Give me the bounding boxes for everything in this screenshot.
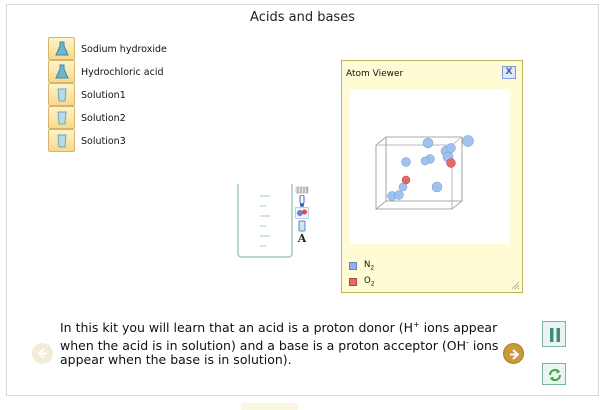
chemical-item-solution1[interactable] bbox=[48, 83, 75, 106]
legend-symbol: O bbox=[364, 276, 371, 286]
previous-button[interactable] bbox=[32, 343, 53, 364]
legend-symbol: N bbox=[364, 260, 371, 270]
chemical-item-solution3[interactable] bbox=[48, 129, 75, 152]
chemical-item-solution2[interactable] bbox=[48, 106, 75, 129]
next-button[interactable] bbox=[503, 343, 524, 364]
instruction-text: In this kit you will learn that an acid is a proton donor (H+ ions appear when the acid is in solution) and a base is a proton acceptor (OH- ions appear when the base is in solution). bbox=[60, 320, 499, 368]
atom-viewer-canvas[interactable] bbox=[350, 89, 510, 244]
flask-icon bbox=[55, 41, 69, 57]
molecule-icon[interactable] bbox=[295, 207, 309, 219]
resize-grip-icon[interactable] bbox=[510, 280, 520, 290]
arrow-left-icon bbox=[32, 343, 53, 364]
thermometer-icon[interactable] bbox=[295, 195, 309, 207]
atom-viewer-title: Atom Viewer bbox=[346, 69, 404, 79]
beaker-icon bbox=[55, 133, 69, 149]
chemical-label: Hydrochloric acid bbox=[81, 67, 164, 78]
chemical-label: Solution1 bbox=[81, 90, 126, 101]
reset-icon bbox=[543, 364, 567, 386]
legend-item-oxygen bbox=[349, 276, 375, 288]
legend-swatch bbox=[349, 262, 357, 270]
atom-viewer-panel[interactable] bbox=[341, 60, 523, 293]
chemical-item-sodium-hydroxide[interactable] bbox=[48, 37, 75, 60]
cylinder-icon[interactable] bbox=[295, 220, 309, 232]
legend-swatch bbox=[349, 278, 357, 286]
beaker-icon bbox=[55, 110, 69, 126]
close-button[interactable]: X bbox=[502, 66, 516, 79]
pause-icon bbox=[543, 322, 567, 348]
pause-button[interactable] bbox=[542, 321, 566, 347]
legend-item-nitrogen bbox=[349, 260, 374, 272]
legend-subscript: 2 bbox=[370, 280, 375, 288]
bottom-tab[interactable] bbox=[241, 403, 298, 410]
chemical-label: Sodium hydroxide bbox=[81, 44, 167, 55]
reset-button[interactable] bbox=[542, 363, 566, 385]
chemical-label: Solution2 bbox=[81, 113, 126, 124]
text-label-icon[interactable]: A bbox=[297, 232, 307, 245]
beaker[interactable] bbox=[236, 182, 294, 259]
page-title: Acids and bases bbox=[250, 10, 355, 25]
legend-subscript: 2 bbox=[370, 264, 375, 272]
chemical-item-hydrochloric-acid[interactable] bbox=[48, 60, 75, 83]
beaker-icon bbox=[55, 87, 69, 103]
arrow-right-icon bbox=[504, 344, 525, 365]
chemical-label: Solution3 bbox=[81, 136, 126, 147]
flask-icon bbox=[55, 64, 69, 80]
